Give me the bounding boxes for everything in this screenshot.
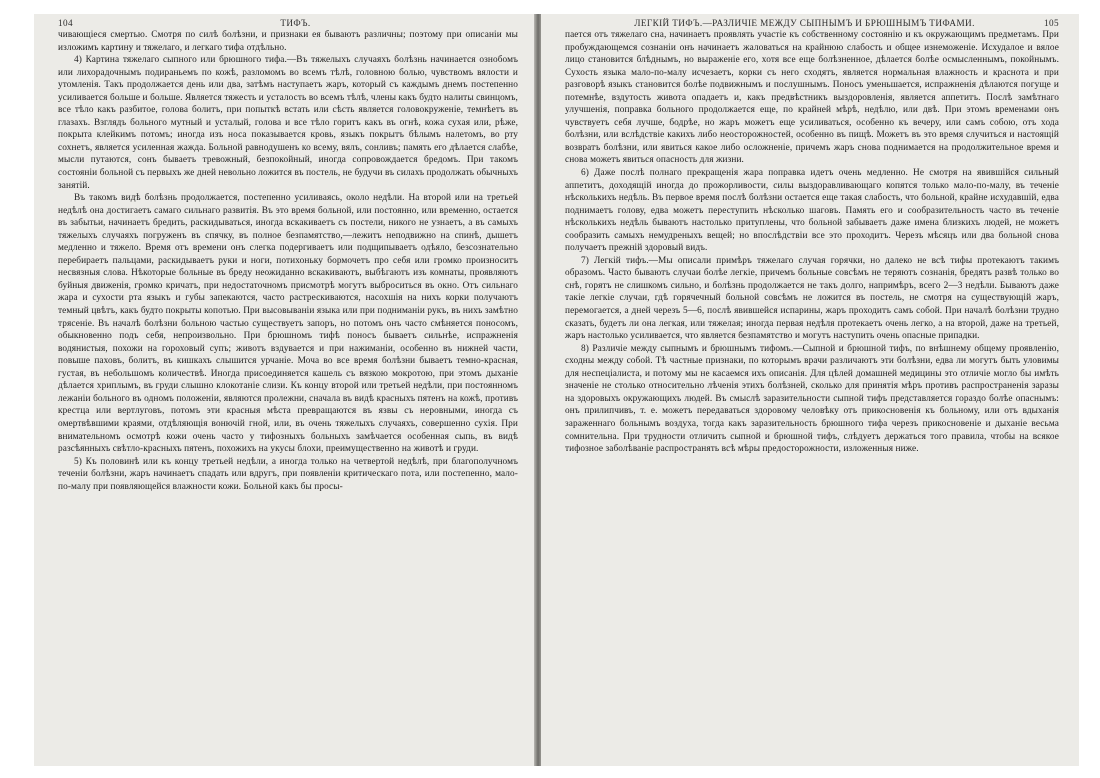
paragraph: 4) Картина тяжелаго сыпного или брюшного тифа.—Въ тяжелыхъ случаяхъ болѣзнь начинается ознобомъ или лихорадочнымъ подираньемъ по кожѣ, разломомъ во всемъ тѣлѣ, головною болью, чувствомъ вялости и утомленiя. Такъ продолжается день или два, затѣмъ наступаетъ жаръ, который съ каждымъ днемъ постепенно усиливается больше и больше. Является тяжесть и усталость во всемъ тѣлѣ, члены какъ будто налиты свинцомъ, все тѣло какъ разбитое, голова болитъ, при попыткѣ встать или сѣсть является головокруженiе, темнѣетъ въ глазахъ. Взглядъ больного мутный и усталый, голова и все тѣло горитъ какъ въ огнѣ, кожа сухая или, рѣже, покрыта клейкимъ потомъ; иногда изъ носа показывается кровь, языкъ покрытъ бѣлымъ налетомъ, во рту сохнетъ, является усиленная жажда. Больной равнодушенъ ко всему, вялъ, сонливъ; память его дѣлается слабѣе, мысли путаются, сонъ бываетъ тревожный, безпокойный, иногда сопровождается бредомъ. При такомъ состоянiи больной съ первыхъ же дней невольно ложится въ постель, не будучи въ силахъ продолжать обычныхъ занятiй. <box>58 55 518 191</box>
right-running-head <box>565 18 1059 28</box>
left-page-number: 104 <box>58 18 73 28</box>
right-page <box>541 14 1079 766</box>
paragraph: 8) Различiе между сыпнымъ и брюшнымъ тифомъ.—Сыпной и брюшной тифъ, по внѣшнему общему проявленiю, сходны между собой. Тѣ частные признаки, по которымъ врачи различаютъ эти болѣзни, едва ли могутъ быть уловимы для неспецiалиста, и потому мы не касаемся ихъ описанiя. Для цѣлей домашней медицины это отличiе могло бы имѣть значенiе не столько относительно лѣченiя этихъ болѣзней, сколько для принятiя мѣръ противъ распространенiя заразы на здоровыхъ окружающихъ людей. Въ смыслѣ заразительности сыпной тифъ представляется гораздо болѣе опаснымъ: онъ прилипчивъ, т. е. можетъ передаваться здоровому человѣку отъ прикосновенiя къ больному, или отъ вдыханiя зараженнаго больнымъ воздуха, тогда какъ заразительность брюшного тифа черезъ прикосновенiе и дыханiе весьма сомнительна. При трудности отличить сыпной и брюшной тифъ, слѣдуетъ держаться того правила, чтобы на всякое тифозное заболѣванiе распространять всѣ мѣры предосторожности, изложенныя ниже. <box>565 343 1059 455</box>
paragraph: чивающiеся смертью. Смотря по силѣ болѣзни, и признаки ея бываютъ различны; поэтому при описанiи мы изложимъ картину и тяжелаго, и легкаго тифа отдѣльно. <box>58 30 518 53</box>
left-running-head <box>58 18 518 28</box>
paragraph: 6) Даже послѣ полнаго прекращенiя жара поправка идетъ очень медленно. Не смотря на явившiйся сильный аппетитъ, доходящiй иногда до прожорливости, силы выздоравливающаго копятся только мало-по-малу, въ теченiе нѣсколькихъ недѣль. Въ первое время послѣ болѣзни остается еще такая слабость, что больной, крайне исхудавшiй, едва поднимаетъ голову, едва можетъ переступить нѣсколько шаговъ. Память его и сообразительность часто въ теченiе нѣсколькихъ недѣль бываютъ настолько притуплены, что больной забываетъ даже имена близкихъ людей, не можетъ сообразить самыхъ немудреныхъ вещей; но впослѣдствiи все это проходитъ. Черезъ мѣсяцъ или два больной снова получаетъ прежнiй здоровый видъ. <box>565 168 1059 254</box>
left-page <box>34 14 536 766</box>
left-page-body <box>58 29 518 493</box>
paragraph: 7) Легкiй тифъ.—Мы описали примѣръ тяжелаго случая горячки, но далеко не всѣ тифы протекаютъ такимъ образомъ. Часто бываютъ случаи болѣе легкiе, причемъ больные совсѣмъ не теряютъ сознанiя, бредятъ развѣ только во снѣ, горятъ не слишкомъ сильно, и болѣзнь продолжается не такъ долго, напримѣръ, всего 2—3 недѣли. Бываютъ даже такiе легкiе случаи, гдѣ горячечный больной совсѣмъ не ложится въ постель, не смотря на существующiй жаръ, перемогается, а дней черезъ 5—6, послѣ явившейся испарины, жаръ проходитъ самъ собой. При началѣ болѣзни трудно сказать, будетъ ли она легкая, или тяжелая; иногда первая недѣля протекаетъ очень легко, а на второй, даже на третьей, жаръ настолько усиливается, что является безпамятство и могутъ наступить очень опасные припадки. <box>565 255 1059 342</box>
right-page-number: 105 <box>1044 18 1059 28</box>
right-page-body <box>565 29 1059 456</box>
paragraph: 5) Къ половинѣ или къ концу третьей недѣли, а иногда только на четвертой недѣлѣ, при благополучномъ теченiи болѣзни, жаръ начинаетъ спадать или вдругъ, при появленiи критическаго пота, или постепенно, мало-по-малу при появляющейся влажности кожи. Больной какъ бы просы- <box>58 456 518 492</box>
paragraph: пается отъ тяжелаго сна, начинаетъ проявлять участiе къ собственному состоянiю и къ окружающимъ предметамъ. При пробуждающемся сознанiи онъ начинаетъ жаловаться на крайнюю слабость и общее изнеможенiе. Исхудалое и вялое лицо становится блѣднымъ, но выраженiе его, хотя все еще болѣзненное, дѣлается болѣе осмысленнымъ, покойнымъ. Сухость языка мало-по-малу исчезаетъ, корки съ него сходятъ, является нормальная влажность и краснота и при разговорѣ языкъ становится болѣе подвижнымъ и послушнымъ. Поносъ уменьшается, испражненiя дѣлаются погуще и потемнѣе, вздутость живота опадаетъ и, какъ предвѣстникъ выздоровленiя, является аппетитъ. Послѣ замѣтнаго улучшенiя, поправка больного продолжается еще, по крайней мѣрѣ, недѣлю, или двѣ. При этомъ временами онъ чувствуетъ себя лучше, бодрѣе, но жаръ можетъ еще усиливаться, особенно къ вечеру, или самъ собою, отъ хода болѣзни, или вслѣдствiе какихъ либо неосторожностей, особенно въ пищѣ. Можетъ въ это время случиться и настоящiй возвратъ болѣзни, или явиться какое либо осложненiе, причемъ жаръ снова поднимается на продолжительное время и снова можетъ явиться опасность для жизни. <box>565 30 1059 166</box>
left-header-title: ТИФЪ. <box>280 18 311 28</box>
right-header-title: ЛЕГКIЙ ТИФЪ.—РАЗЛИЧIЕ МЕЖДУ СЫПНЫМЪ И БРЮШНЫМЪ ТИФАМИ. <box>634 18 975 28</box>
paragraph: Въ такомъ видѣ болѣзнь продолжается, постепенно усиливаясь, около недѣли. На второй или на третьей недѣлѣ она достигаетъ самаго сильнаго развитiя. Въ это время больной, или постоянно, или временно, остается въ забытьи, начинаетъ бредить, раскидываться, иногда вскакиваетъ съ постели, никого не узнаетъ, а въ самыхъ тяжелыхъ случаяхъ погруженъ въ спячку, въ полное безпамятство,—лежитъ неподвижно на спинѣ, дышетъ медленно и тяжело. Время отъ времени онъ слегка подергиваетъ или подщипываетъ одѣяло, безсознательно перебираетъ пальцами, раскидываетъ руки и ноги, потихоньку бормочетъ про себя или громко произноситъ несвязныя слова. Нѣкоторые больные въ бреду неожиданно вскакиваютъ, выбѣгаютъ изъ комнаты, проявляютъ буйныя движенiя, громко кричатъ, при недостаточномъ присмотрѣ могутъ выброситься въ окно. Отъ сильнаго жара и сухости рта языкъ и губы запекаются, часто растрескиваются, насохшiя на нихъ корки получаютъ темный цвѣтъ, какъ будто покрыты копотью. При высовыванiи языка или при подниманiи рукъ, въ нихъ замѣтно трясенiе. Въ началѣ болѣзни больною частью существуетъ запоръ, но потомъ онъ часто смѣняется поносомъ, обыкновенно подъ себя, непроизвольно. При брюшномъ тифѣ поносъ бываетъ сильнѣе, испражненiя водянистыя, похожи на гороховый супъ; животъ вздувается и при нажиманiи, особенно въ нижней части, повыше паховъ, болитъ, въ кишкахъ слышится урчанiе. Моча во все время болѣзни бываетъ темно-красная, густая, въ небольшомъ количествѣ. Иногда присоединяется кашель съ вязкою мокротою, при этомъ дыханiе дѣлается хриплымъ, въ груди слышно клокотанiе слизи. Къ концу второй или третьей недѣли, при постоянномъ лежанiи больного въ одномъ положенiи, являются пролежни, сначала въ видѣ красныхъ пятенъ на кожѣ, противъ крестца или вертлуговъ, потомъ эти красныя мѣста превращаются въ язвы съ неровными, иногда съ омертвѣвшими краями, отдѣляющiя вонючiй гной, или, въ очень тяжелыхъ случаяхъ, совершенно сухiя. При внимательномъ осмотрѣ кожи очень часто у тифозныхъ больныхъ замѣчается особенная сыпь, въ видѣ разсѣянныхъ свѣтло-красныхъ пятенъ, похожихъ на укусы блохи, преимущественно на животѣ и груди. <box>58 193 518 455</box>
